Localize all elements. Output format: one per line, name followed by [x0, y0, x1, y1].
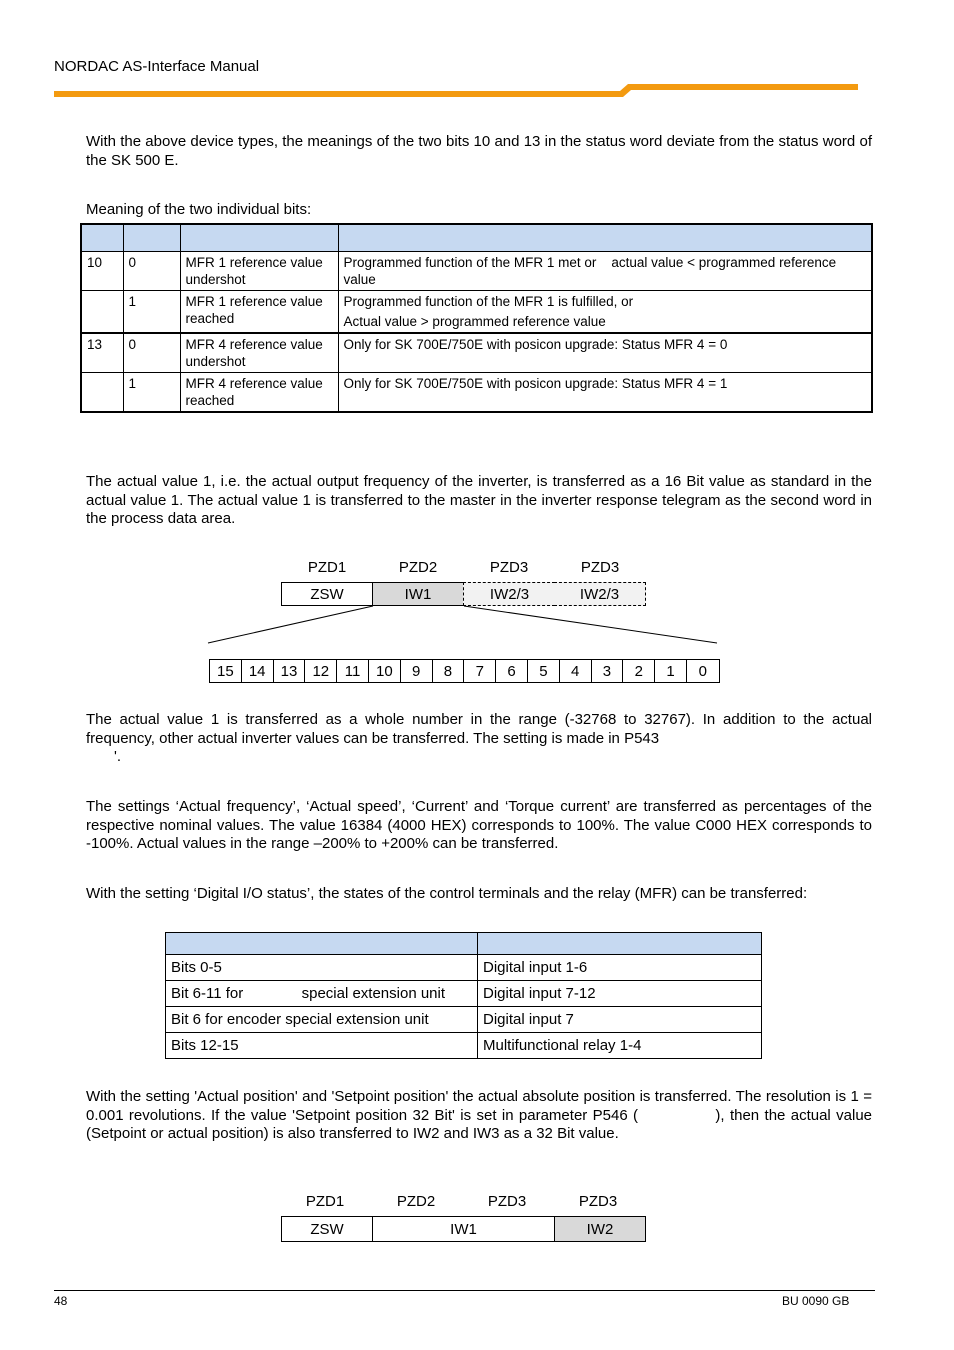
iw2-box	[554, 1216, 646, 1242]
document-title: NORDAC AS-Interface Manual	[54, 58, 260, 75]
position-text-2: ), then the actual value (Setpoint or actual position) is also transferred to IW2 and IW3 as a 32 Bit value.	[86, 1106, 872, 1142]
header-accent-bar	[54, 0, 858, 100]
meaning-cell: Digital input 7	[478, 1007, 762, 1033]
name-cell: MFR 4 reference value undershot	[180, 333, 338, 373]
pzd2-label: PZD2	[396, 1193, 436, 1210]
table-row	[166, 1033, 762, 1059]
table-header-row	[166, 933, 762, 955]
description-cell: Programmed function of the MFR 1 met or actual value < programmed reference value	[338, 252, 872, 291]
description-cell: Only for SK 700E/750E with posicon upgrade: Status MFR 4 = 0	[338, 333, 872, 373]
description-cell	[338, 291, 872, 334]
range-tail: '.	[114, 748, 122, 765]
bit-6: 6	[496, 660, 528, 682]
value-cell: 0	[123, 333, 180, 373]
bit-cell: 10	[81, 252, 123, 291]
bits-cell: Bit 6-11 for special extension unit	[166, 981, 478, 1007]
intro-paragraph: With the above device types, the meanings of the two bits 10 and 13 in the status word deviate from the status word of the SK 500 E.	[86, 133, 872, 169]
pzd3-label: PZD3	[578, 1193, 618, 1210]
description-cell: Only for SK 700E/750E with posicon upgrade: Status MFR 4 = 1	[338, 373, 872, 413]
bits-cell: Bit 6 for encoder special extension unit	[166, 1007, 478, 1033]
pzd3-label: PZD3	[580, 559, 620, 576]
bit-12: 12	[305, 660, 337, 682]
name-cell: MFR 1 reference value reached	[180, 291, 338, 334]
value-cell: 1	[123, 373, 180, 413]
digital-io-paragraph: With the setting ‘Digital I/O status’, the states of the control terminals and the relay (MFR) can be transferred:	[86, 885, 808, 902]
iw2-3-label: IW2/3	[579, 585, 620, 603]
bit-11: 11	[337, 660, 369, 682]
zsw-label: ZSW	[310, 585, 344, 603]
iw1-label: IW1	[404, 585, 432, 603]
table-row	[81, 373, 872, 413]
meaning-cell: Digital input 7-12	[478, 981, 762, 1007]
iw2-3-box	[463, 582, 555, 606]
bit-1: 1	[655, 660, 687, 682]
pzd2-label: PZD2	[398, 559, 438, 576]
status-bits-table	[80, 223, 873, 413]
bits-cell: Bits 12-15	[166, 1033, 478, 1059]
bit-2: 2	[623, 660, 655, 682]
range-paragraph	[86, 711, 872, 767]
iw1-box	[372, 1216, 555, 1242]
value-cell: 0	[123, 252, 180, 291]
position-text-1: With the setting 'Actual position' and 'Setpoint position' the actual absolute position is transferred. The resolution is 1 = 0.001 revolutions. If the value 'Setpoint position 32 Bit' is set in parameter P546 (	[86, 1088, 872, 1124]
position-paragraph	[86, 1088, 872, 1144]
bit-8: 8	[433, 660, 465, 682]
pzd3-label: PZD3	[487, 1193, 527, 1210]
meaning-cell: Digital input 1-6	[478, 955, 762, 981]
bit-13: 13	[274, 660, 306, 682]
bit-row	[209, 659, 720, 683]
table-row	[81, 333, 872, 373]
description-line: Actual value > programmed reference value	[343, 314, 606, 329]
iw2-3-label: IW2/3	[489, 585, 530, 603]
iw2-3-box	[554, 582, 646, 606]
table-row	[166, 981, 762, 1007]
digital-io-table	[165, 932, 762, 1059]
footer-divider	[54, 1290, 875, 1291]
name-cell: MFR 1 reference value undershot	[180, 252, 338, 291]
iw2-label: IW2	[586, 1220, 614, 1238]
table-caption: Meaning of the two individual bits:	[86, 201, 312, 218]
iw1-box	[372, 582, 464, 606]
bit-cell	[81, 373, 123, 413]
table-row	[166, 955, 762, 981]
pzd1-label: PZD1	[307, 559, 347, 576]
bit-cell	[81, 291, 123, 334]
bit-10: 10	[369, 660, 401, 682]
description-line: Programmed function of the MFR 1 is fulfilled, or	[343, 294, 634, 309]
bit-5: 5	[528, 660, 560, 682]
zsw-label: ZSW	[310, 1220, 344, 1238]
range-text: The actual value 1 is transferred as a whole number in the range (-32768 to 32767). In addition to the actual frequency, other actual inverter values can be transferred. The setting is made in P543	[86, 711, 872, 747]
bit-4: 4	[560, 660, 592, 682]
table-row	[166, 1007, 762, 1033]
document-code: BU 0090 GB	[782, 1294, 850, 1308]
bit-3: 3	[592, 660, 624, 682]
bits-cell: Bits 0-5	[166, 955, 478, 981]
settings-paragraph: The settings ‘Actual frequency’, ‘Actual speed’, ‘Current’ and ‘Torque current’ are transferred as percentages of the respective nominal values. The value 16384 (4000 HEX) corresponds to 100%. The value C000 HEX corresponds to -100%. Actual values in the range –200% to +200% can be transferred.	[86, 798, 872, 852]
zsw-box	[281, 1216, 373, 1242]
pzd1-label: PZD1	[305, 1193, 345, 1210]
actual-value-paragraph: The actual value 1, i.e. the actual output frequency of the inverter, is transferred as a 16 Bit value as standard in the actual value 1. The actual value 1 is transferred to the master in the inverter response telegram as the second word in the process data area.	[86, 473, 872, 527]
bit-14: 14	[242, 660, 274, 682]
table-header-row	[81, 224, 872, 252]
bit-0: 0	[698, 662, 708, 680]
name-cell: MFR 4 reference value reached	[180, 373, 338, 413]
bit-15: 15	[210, 660, 242, 682]
bit-7: 7	[464, 660, 496, 682]
pzd3-label: PZD3	[489, 559, 529, 576]
zsw-box	[281, 582, 373, 606]
iw1-label: IW1	[450, 1220, 477, 1238]
expansion-lines	[205, 605, 725, 645]
bit-cell: 13	[81, 333, 123, 373]
meaning-cell: Multifunctional relay 1-4	[478, 1033, 762, 1059]
bit-9: 9	[401, 660, 433, 682]
page-number: 48	[54, 1294, 68, 1308]
table-row	[81, 291, 872, 334]
value-cell: 1	[123, 291, 180, 334]
table-row	[81, 252, 872, 291]
